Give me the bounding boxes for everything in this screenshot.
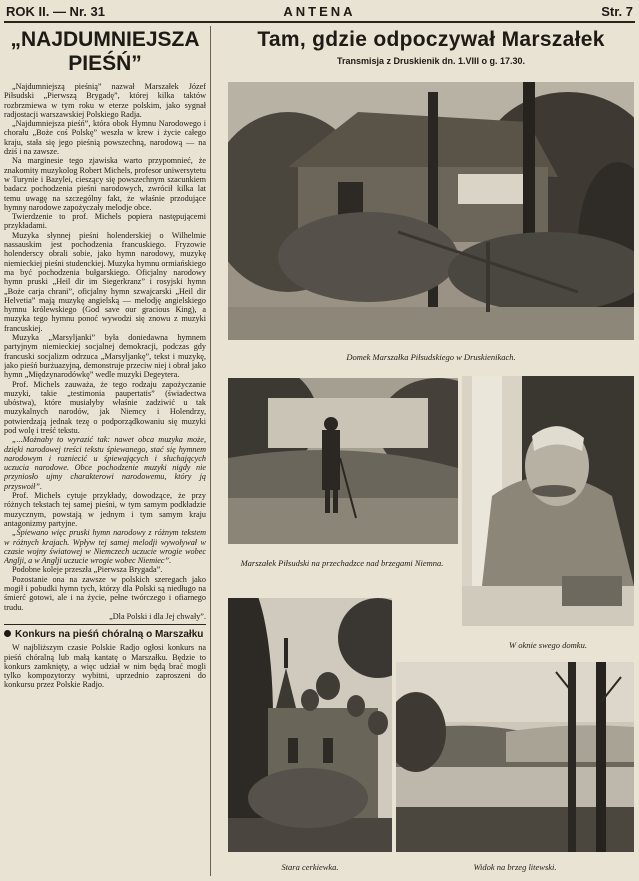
paragraph: „Najdumniejszą pieśnią” nazwał Marszałek Józef Piłsudski „Pierwszą Brygadę”, której kilka taktów rozbrzmiewa w tym roku w eterze polskim, jako sygnał radjostacji warszawskiej Polskiego Radja. xyxy=(4,82,206,119)
quote: „...Możnaby to wyrazić tak: nawet obca muzyka może, dzięki narodowej treści tekstu śpiewanego, stać się hymnem narodowym i rozniecić u śpiewających i słuchających uczucia narodowe. Obce pochodzenie muzyki nigdy nie przyniosło ujmy charakterowi narodowemu, który ją przyswoił”. xyxy=(4,435,206,491)
cabin-photo xyxy=(228,82,634,340)
caption-river: Widok na brzeg litewski. xyxy=(473,862,557,872)
caption-walk: Marszałek Piłsudski na przechadzce nad brzegami Niemna. xyxy=(240,558,444,568)
magazine-name: ANTENA xyxy=(283,4,356,19)
konkurs-heading xyxy=(4,629,206,640)
header-rule xyxy=(4,21,635,23)
paragraph: Prof. Michels cytuje przykłady, dowodzące, że przy różnych tekstach tej samej pieśni, w tym samym podkładzie muzycznym, powstają w jednym i tym samym kraju antagonizmy partyjne. xyxy=(4,491,206,528)
caption-church: Stara cerkiewka. xyxy=(281,862,339,872)
church-photo xyxy=(228,598,392,852)
quote: „Śpiewano więc pruski hymn narodowy z różnym tekstem w różnych krajach. Wpływ tej samej melodji wywoływał w czasie wojny światowej w Niemczech uczucie wrogie wobec Anglji, a w Anglji uczucie wrogie wobec Niemiec”. xyxy=(4,528,206,566)
paragraph: W najbliższym czasie Polskie Radjo ogłosi konkurs na pieśń chóralną lub małą kantatę o Marszałku. Będzie to konkurs zamknięty, a więc udział w nim będą brać mogli tylko kompozytorzy wybitni, uprzednio zaproszeni do konkursu przez Polskie Radjo. xyxy=(4,643,206,690)
issue-number: ROK II. — Nr. 31 xyxy=(6,4,105,19)
paragraph: Prof. Michels zauważa, że tego rodzaju zapożyczanie muzyki, takie „testimonia paupertatis” (świadectwa ubóstwa), które musiałyby właśnie zadziwić u tak muzykalnych narodów, jak Niemcy i Holendrzy, potwierdzają jednak tezę o podporządkowaniu się muzyki pod wolę i treść tekstu. xyxy=(4,379,206,435)
paragraph: Muzyka „Marsyljanki” była doniedawna hymnem partyjnym niemieckiej socjalnej demokracji, podczas gdy francuski socjalizm odrzuca „Marsyljankę”, tekst i muzykę, jako pieśń burżuazyjną, demonstruje przeciw niej i obrał jako hymn „Międzynarodówkę” wedle muzyki Degeytera. xyxy=(4,333,206,380)
paragraph: „Najdumniejsza pieśń”, która obok Hymnu Narodowego i chorału „Boże coś Polskę” weszła w krew i życie całego kraju, stała się jego pieśnią powszechną, narodową — na dziś i na zawsze. xyxy=(4,119,206,157)
paragraph: Muzyka słynnej pieśni holenderskiej o Wilhelmie nassauskim jest pochodzenia francuskiego. Fryzowie holenderscy obrali sobie, jako hymn narodowy, muzykę niemieckiej pieśni studenckiej. Muzyka hymnu ormiańskiego ma być pochodzenia bułgarskiego. Oficjalny narodowy hymn pruski „Heil dir im Siegerkranz” i rosyjski hymn „Boże carja chrani”, oficjalny hymn szwajcarski „Heil dir Helvetia” mają muzykę angielską — melodję angielskiego hymnu królewskiego (God save our gracious King), a muzyka tego hymnu ponoć wywodzi się znowu z muzyki francuskiej. xyxy=(4,230,206,333)
paragraph: Twierdzenie to prof. Michels popiera następującemi przykładami. xyxy=(4,212,206,231)
konkurs-title: Konkurs na pieśń chóralną o Marszałku xyxy=(15,629,204,641)
river-photo xyxy=(396,662,634,852)
article-title-line1: „NAJDUMNIEJSZA xyxy=(10,28,200,51)
article-title xyxy=(4,28,206,76)
page-header xyxy=(6,4,633,20)
walking-man-photo xyxy=(228,378,458,544)
article-body xyxy=(4,82,206,621)
column-rule xyxy=(210,26,211,876)
paragraph: Pozostanie ona na zawsze w polskich szeregach jako mogił i pobudki hymn tych, którzy dla Polski są niedługo na śmierć gotowi, ale i na życie, pełne twórczego i ofiarnego trudu. xyxy=(4,574,206,612)
caption-portrait: W oknie swego domku. xyxy=(509,640,587,650)
closing-line: „Dla Polski i dla Jej chwały”. xyxy=(109,611,206,621)
section-divider xyxy=(4,624,206,625)
left-column xyxy=(4,24,206,881)
page-number: Str. 7 xyxy=(601,4,633,19)
portrait-photo xyxy=(462,376,634,626)
paragraph: Podobne koleje przeszła „Pierwsza Brygada”. xyxy=(12,565,163,575)
paragraph: Na marginesie tego zjawiska warto przypomnieć, że znakomity muzykolog Robert Michels, profesor uniwersytetu w Turynie i Bazylei, cieszący się powszechnym szacunkiem badacz pochodzenia pieśni narodowych, zwrócił kilka lat temu uwagę na szczególny fakt, że właśnie przodujące hymny narodowe zapożyczały melodje obce. xyxy=(4,156,206,212)
article-title-line2: PIEŚŃ” xyxy=(68,52,142,75)
konkurs-body xyxy=(4,643,206,689)
caption-house: Domek Marszałka Piłsudskiego w Druskienikach. xyxy=(346,352,516,362)
feature-title: Tam, gdzie odpoczywał Marszałek xyxy=(257,28,605,51)
feature-subtitle: Transmisja z Druskienik dn. 1.VIII o g. 17.30. xyxy=(336,56,526,66)
bullet-icon xyxy=(4,630,11,637)
